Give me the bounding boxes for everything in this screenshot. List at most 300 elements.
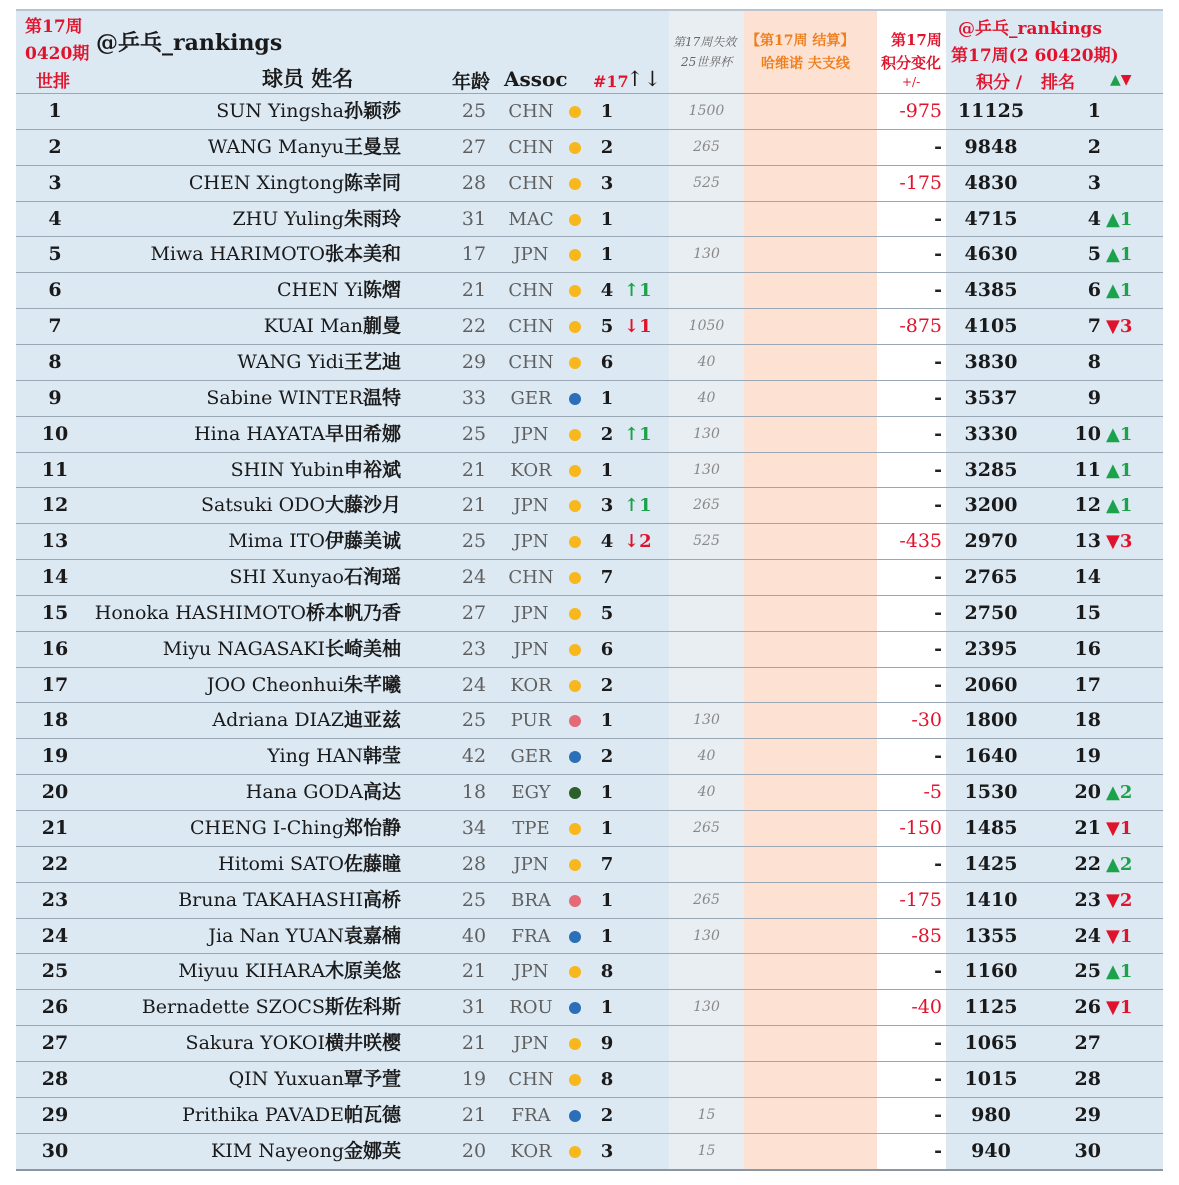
player-name bbox=[186, 1026, 401, 1061]
national-rank: 9 bbox=[600, 1033, 614, 1055]
points: 1160 bbox=[964, 960, 1018, 983]
table-row bbox=[16, 1097, 1163, 1133]
points: 4105 bbox=[964, 315, 1018, 338]
player-name bbox=[246, 775, 401, 810]
world-rank: 5 bbox=[48, 243, 62, 266]
new-rank: 20 bbox=[1074, 781, 1101, 804]
points: 940 bbox=[971, 1139, 1011, 1162]
player-name-en: Miwa HARIMOTO bbox=[150, 243, 325, 266]
age: 40 bbox=[461, 924, 487, 947]
player-name-en: Honoka HASHIMOTO bbox=[94, 601, 306, 624]
player-name bbox=[150, 237, 401, 272]
new-rank: 21 bbox=[1074, 817, 1101, 839]
continent-dot-icon bbox=[569, 1038, 581, 1050]
points: 1425 bbox=[964, 852, 1018, 875]
table-row bbox=[16, 380, 1163, 416]
player-name bbox=[142, 990, 401, 1025]
continent-dot-icon bbox=[569, 465, 581, 477]
points: 1800 bbox=[964, 709, 1018, 732]
player-name-cn: 大藤沙月 bbox=[324, 494, 401, 517]
association: JPN bbox=[513, 638, 549, 660]
expiring-points: 265 bbox=[693, 497, 720, 514]
player-name-cn: 朱芊曦 bbox=[343, 673, 401, 696]
expiring-points: 130 bbox=[693, 712, 720, 729]
table-row bbox=[16, 631, 1163, 667]
age: 28 bbox=[461, 852, 487, 875]
new-rank: 5 bbox=[1087, 243, 1101, 266]
world-rank: 11 bbox=[41, 458, 69, 481]
player-name bbox=[182, 1098, 401, 1133]
player-name-cn: 帕瓦德 bbox=[343, 1103, 401, 1126]
association: CHN bbox=[508, 101, 554, 122]
world-rank: 30 bbox=[41, 1139, 69, 1162]
table-row bbox=[16, 667, 1163, 703]
player-name-cn: 陈幸同 bbox=[343, 171, 401, 194]
national-rank: 4 bbox=[600, 531, 614, 553]
points: 1530 bbox=[964, 781, 1018, 804]
national-rank: 2 bbox=[600, 674, 614, 696]
points-change: -150 bbox=[899, 817, 942, 839]
player-name-en: Ying HAN bbox=[267, 745, 363, 768]
player-name-cn: 张本美和 bbox=[324, 243, 401, 266]
player-name-en: Jia Nan YUAN bbox=[208, 924, 344, 947]
player-name-en: WANG Manyu bbox=[207, 135, 344, 158]
association: FRA bbox=[511, 1104, 551, 1126]
points-change: - bbox=[934, 135, 942, 158]
points-change: - bbox=[934, 422, 942, 445]
continent-dot-icon bbox=[569, 106, 581, 118]
new-rank: 26 bbox=[1074, 996, 1101, 1019]
expiring-points: 15 bbox=[697, 1106, 716, 1123]
player-name-en: SHI Xunyao bbox=[229, 566, 344, 589]
continent-dot-icon bbox=[569, 966, 581, 978]
points-change: - bbox=[934, 279, 942, 302]
player-name-en: Miyuu KIHARA bbox=[178, 960, 325, 983]
points-change: -5 bbox=[923, 781, 942, 804]
player-name-en: Bruna TAKAHASHI bbox=[178, 888, 363, 911]
table-row bbox=[16, 165, 1163, 201]
world-rank-label: 世排 bbox=[36, 72, 70, 92]
world-rank: 2 bbox=[48, 135, 62, 158]
account-label: @乒乓_rankings bbox=[96, 30, 283, 56]
points: 2750 bbox=[964, 601, 1018, 624]
age: 31 bbox=[461, 996, 487, 1019]
player-name-cn: 桥本帆乃香 bbox=[305, 601, 401, 624]
expiring-points: 265 bbox=[693, 820, 720, 836]
table-row bbox=[16, 1025, 1163, 1061]
expiring-label-2: 25世界杯 bbox=[681, 55, 733, 69]
national-rank: 3 bbox=[600, 172, 614, 194]
expiring-points: 525 bbox=[693, 174, 720, 191]
points-change: - bbox=[934, 350, 942, 373]
table-row bbox=[16, 1061, 1163, 1097]
player-name-en: Prithika PAVADE bbox=[182, 1103, 344, 1126]
continent-dot-icon bbox=[569, 787, 581, 799]
national-rank: 2 bbox=[600, 746, 614, 768]
rank-movement: ▲1 bbox=[1106, 495, 1133, 517]
table-row bbox=[16, 523, 1163, 559]
expiring-points: 40 bbox=[697, 353, 716, 370]
points-change: - bbox=[934, 1139, 942, 1162]
new-rank: 27 bbox=[1074, 1032, 1101, 1055]
points-change: -30 bbox=[911, 709, 942, 732]
association: FRA bbox=[511, 925, 551, 947]
points-change: -875 bbox=[899, 315, 942, 338]
player-name-en: Sakura YOKOI bbox=[185, 1032, 325, 1055]
player-name bbox=[207, 668, 401, 703]
age: 23 bbox=[461, 637, 487, 660]
new-rank: 30 bbox=[1074, 1139, 1101, 1162]
points-change: -435 bbox=[899, 530, 942, 553]
age: 29 bbox=[461, 350, 487, 373]
expiring-points: 1500 bbox=[688, 103, 725, 119]
national-rank: 8 bbox=[600, 961, 614, 983]
association: KOR bbox=[510, 674, 552, 696]
player-name-en: Adriana DIAZ bbox=[212, 709, 344, 732]
age: 25 bbox=[461, 530, 487, 553]
table-row bbox=[16, 774, 1163, 810]
table-row bbox=[16, 308, 1163, 344]
points: 2060 bbox=[964, 673, 1018, 696]
table-row bbox=[16, 559, 1163, 595]
table-row bbox=[16, 702, 1163, 738]
age: 18 bbox=[461, 781, 487, 804]
association: CHN bbox=[508, 280, 554, 302]
points: 9848 bbox=[964, 135, 1018, 158]
age: 24 bbox=[461, 566, 487, 589]
national-rank: 5 bbox=[600, 602, 614, 624]
world-rank: 22 bbox=[41, 852, 69, 875]
player-name-cn: 温特 bbox=[362, 386, 401, 409]
table-row bbox=[16, 989, 1163, 1025]
points-change: - bbox=[934, 386, 942, 409]
player-name-en: JOO Cheonhui bbox=[206, 673, 344, 696]
player-name-en: ZHU Yuling bbox=[232, 207, 344, 230]
player-name bbox=[212, 703, 401, 738]
national-rank: 7 bbox=[600, 567, 614, 589]
association: JPN bbox=[513, 853, 549, 875]
rank-movement: ▼2 bbox=[1106, 889, 1133, 911]
rank-movement: ▲1 bbox=[1106, 459, 1133, 481]
association: TPE bbox=[512, 818, 550, 839]
continent-dot-icon bbox=[569, 500, 581, 512]
world-rank: 8 bbox=[48, 350, 62, 373]
continent-dot-icon bbox=[569, 608, 581, 620]
world-rank: 24 bbox=[41, 924, 69, 947]
table-row bbox=[16, 918, 1163, 954]
world-rank: 17 bbox=[41, 673, 69, 696]
rank-movement: ▲1 bbox=[1106, 280, 1133, 302]
expiring-points: 130 bbox=[693, 246, 720, 263]
player-name-cn: 王曼昱 bbox=[343, 135, 401, 158]
continent-dot-icon bbox=[569, 285, 581, 297]
association: KOR bbox=[510, 459, 552, 481]
points-change: - bbox=[934, 852, 942, 875]
new-rank: 2 bbox=[1087, 135, 1101, 158]
continent-dot-icon bbox=[569, 178, 581, 190]
points-change: - bbox=[934, 960, 942, 983]
new-rank: 4 bbox=[1087, 207, 1101, 230]
new-rank: 23 bbox=[1074, 888, 1101, 911]
points-change: - bbox=[934, 207, 942, 230]
association: JPN bbox=[513, 423, 549, 445]
rank-movement: ▲1 bbox=[1106, 961, 1133, 983]
player-name-en: Miyu NAGASAKI bbox=[162, 637, 325, 660]
association: JPN bbox=[513, 244, 549, 266]
national-rank: 4 bbox=[600, 280, 614, 302]
player-name-cn: 蒯曼 bbox=[362, 315, 401, 338]
national-rank: 1 bbox=[600, 459, 614, 481]
world-rank: 1 bbox=[48, 100, 62, 122]
age: 21 bbox=[461, 1103, 487, 1126]
national-rank: 1 bbox=[600, 710, 614, 732]
age: 33 bbox=[461, 386, 487, 409]
player-name bbox=[277, 273, 401, 308]
points: 2395 bbox=[964, 637, 1018, 660]
points-change: - bbox=[934, 458, 942, 481]
change-label-3: +/- bbox=[902, 75, 921, 89]
rank-movement: ▲2 bbox=[1106, 782, 1133, 804]
player-name-cn: 孙颖莎 bbox=[343, 100, 401, 122]
continent-dot-icon bbox=[569, 393, 581, 405]
national-rank: 1 bbox=[600, 782, 614, 804]
association: GER bbox=[510, 387, 552, 409]
bottom-rule bbox=[16, 1169, 1163, 1171]
player-name bbox=[216, 94, 401, 129]
right-account-label: @乒乓_rankings bbox=[958, 19, 1102, 39]
continent-dot-icon bbox=[569, 142, 581, 154]
association: CHN bbox=[508, 351, 554, 373]
association: JPN bbox=[513, 531, 549, 553]
points-change: - bbox=[934, 1067, 942, 1090]
points-change: -975 bbox=[899, 100, 942, 122]
table-row bbox=[16, 452, 1163, 488]
expiring-points: 40 bbox=[697, 784, 716, 801]
player-name-cn: 郑怡静 bbox=[343, 817, 401, 839]
points-change: - bbox=[934, 673, 942, 696]
change-label-2: 积分变化 bbox=[881, 54, 942, 72]
player-name bbox=[237, 345, 401, 380]
continent-dot-icon bbox=[569, 895, 581, 907]
age: 17 bbox=[461, 243, 487, 266]
association: CHN bbox=[508, 1068, 554, 1090]
points: 3330 bbox=[964, 422, 1018, 445]
points-change: - bbox=[934, 601, 942, 624]
new-rank: 25 bbox=[1074, 960, 1101, 983]
continent-dot-icon bbox=[569, 1146, 581, 1158]
settlement-label-2: 哈维诺 夫支线 bbox=[761, 56, 850, 72]
player-name bbox=[208, 919, 401, 954]
points-change: - bbox=[934, 243, 942, 266]
table-row bbox=[16, 1133, 1163, 1169]
association: ROU bbox=[509, 997, 553, 1019]
player-name-cn: 佐藤瞳 bbox=[343, 852, 401, 875]
player-name-cn: 斯佐科斯 bbox=[324, 996, 401, 1019]
national-rank: 2 bbox=[600, 1104, 614, 1126]
player-name bbox=[208, 130, 401, 165]
player-name bbox=[194, 417, 401, 452]
points: 4830 bbox=[964, 171, 1018, 194]
player-name-en: KUAI Man bbox=[263, 315, 363, 338]
expiring-points: 15 bbox=[697, 1142, 716, 1159]
new-rank: 19 bbox=[1074, 745, 1101, 768]
points: 1485 bbox=[964, 817, 1018, 839]
new-rank: 9 bbox=[1087, 386, 1101, 409]
player-name bbox=[229, 1062, 401, 1097]
player-name bbox=[229, 560, 401, 595]
continent-dot-icon bbox=[569, 321, 581, 333]
player-name-cn: 陈熠 bbox=[362, 279, 401, 302]
new-rank: 24 bbox=[1074, 924, 1101, 947]
player-name bbox=[264, 309, 401, 344]
world-rank: 6 bbox=[48, 279, 62, 302]
right-week-label: 第17周(2 60420期) bbox=[951, 46, 1119, 66]
world-rank: 16 bbox=[41, 637, 69, 660]
player-name bbox=[178, 954, 401, 989]
player-name bbox=[190, 811, 401, 846]
table-row bbox=[16, 129, 1163, 165]
rank-movement: ▼3 bbox=[1106, 316, 1133, 338]
table-row bbox=[16, 846, 1163, 882]
world-rank: 9 bbox=[48, 386, 62, 409]
points: 4630 bbox=[964, 243, 1018, 266]
new-rank: 15 bbox=[1074, 601, 1101, 624]
world-rank: 12 bbox=[41, 494, 69, 517]
association: CHN bbox=[508, 316, 554, 338]
table-row bbox=[16, 810, 1163, 846]
player-name bbox=[178, 883, 401, 918]
points: 4385 bbox=[964, 279, 1018, 302]
national-rank-change: ↓1 bbox=[624, 316, 652, 338]
continent-dot-icon bbox=[569, 1074, 581, 1086]
age: 21 bbox=[461, 494, 487, 517]
world-rank: 20 bbox=[41, 781, 69, 804]
new-rank: 10 bbox=[1074, 422, 1101, 445]
table-row bbox=[16, 201, 1163, 237]
association: MAC bbox=[508, 208, 554, 230]
points-change: - bbox=[934, 1103, 942, 1126]
player-name-cn: 横井咲樱 bbox=[324, 1032, 401, 1055]
player-name-cn: 木原美悠 bbox=[324, 960, 401, 983]
week-label: 第17周 bbox=[25, 17, 83, 37]
player-name-cn: 石洵瑶 bbox=[343, 566, 401, 589]
national-rank: 3 bbox=[600, 495, 614, 517]
table-row bbox=[16, 272, 1163, 308]
nat-rank-arrows: ↑↓ bbox=[626, 67, 662, 91]
table-row bbox=[16, 595, 1163, 631]
player-name-en: Sabine WINTER bbox=[206, 386, 363, 409]
points-change: -175 bbox=[899, 888, 942, 911]
age-label: 年龄 bbox=[452, 71, 491, 93]
national-rank: 6 bbox=[600, 351, 614, 373]
new-rank: 12 bbox=[1074, 494, 1101, 517]
rank-movement: ▲1 bbox=[1106, 244, 1133, 266]
new-rank: 28 bbox=[1074, 1067, 1101, 1090]
expiring-points: 525 bbox=[693, 533, 720, 550]
world-rank: 15 bbox=[41, 601, 69, 624]
association: CHN bbox=[508, 172, 554, 194]
expiring-points: 130 bbox=[693, 461, 720, 478]
player-name bbox=[95, 596, 401, 631]
player-name-cn: 申裕斌 bbox=[343, 458, 401, 481]
player-name-cn: 王艺迪 bbox=[343, 350, 401, 373]
rankings-sheet bbox=[16, 9, 1163, 1171]
points: 3830 bbox=[964, 350, 1018, 373]
player-name bbox=[232, 202, 401, 237]
national-rank: 6 bbox=[600, 638, 614, 660]
table-row bbox=[16, 487, 1163, 523]
world-rank: 25 bbox=[41, 960, 69, 983]
association: KOR bbox=[510, 1140, 552, 1162]
points: 4715 bbox=[964, 207, 1018, 230]
age: 31 bbox=[461, 207, 487, 230]
up-arrow-icon: ▲ bbox=[1110, 72, 1121, 88]
player-name-en: KIM Nayeong bbox=[211, 1139, 344, 1162]
table-row bbox=[16, 93, 1163, 129]
rank-movement: ▲1 bbox=[1106, 208, 1133, 230]
points: 1410 bbox=[964, 888, 1018, 911]
points: 2765 bbox=[964, 566, 1018, 589]
player-name bbox=[231, 453, 401, 488]
player-name-cn: 韩莹 bbox=[362, 745, 401, 768]
player-name-en: SHIN Yubin bbox=[230, 458, 344, 481]
national-rank: 1 bbox=[600, 208, 614, 230]
player-name-cn: 袁嘉楠 bbox=[343, 924, 401, 947]
age: 27 bbox=[461, 135, 487, 158]
expiring-points: 1050 bbox=[688, 318, 725, 335]
association: PUR bbox=[510, 710, 552, 732]
points-change: - bbox=[934, 494, 942, 517]
player-name-en: Hitomi SATO bbox=[218, 852, 344, 875]
points-label: 积分 / bbox=[976, 73, 1023, 93]
rank-movement: ▼1 bbox=[1106, 925, 1133, 947]
national-rank: 8 bbox=[600, 1068, 614, 1090]
player-name-en: QIN Yuxuan bbox=[228, 1067, 344, 1090]
age: 20 bbox=[461, 1139, 487, 1162]
age: 34 bbox=[461, 817, 487, 839]
world-rank: 14 bbox=[41, 566, 69, 589]
points: 1355 bbox=[964, 924, 1018, 947]
rank-movement: ▼1 bbox=[1106, 997, 1133, 1019]
national-rank: 1 bbox=[600, 387, 614, 409]
player-name-cn: 高桥 bbox=[362, 888, 401, 911]
continent-dot-icon bbox=[569, 823, 581, 835]
national-rank-change: ↑1 bbox=[624, 280, 652, 302]
table-header bbox=[16, 9, 1163, 93]
player-name-en: Mima ITO bbox=[228, 530, 325, 553]
age: 19 bbox=[461, 1067, 487, 1090]
points: 3285 bbox=[964, 458, 1018, 481]
points: 980 bbox=[971, 1103, 1011, 1126]
world-rank: 23 bbox=[41, 888, 69, 911]
association: EGY bbox=[511, 782, 551, 804]
world-rank: 13 bbox=[41, 530, 69, 553]
new-rank: 6 bbox=[1087, 279, 1101, 302]
continent-dot-icon bbox=[569, 1002, 581, 1014]
continent-dot-icon bbox=[569, 214, 581, 226]
points: 1125 bbox=[964, 996, 1018, 1019]
table-row bbox=[16, 882, 1163, 918]
continent-dot-icon bbox=[569, 680, 581, 692]
player-name bbox=[206, 381, 401, 416]
assoc-label: Assoc bbox=[504, 67, 568, 91]
player-name bbox=[189, 166, 401, 201]
association: JPN bbox=[513, 1033, 549, 1055]
player-name-cn: 早田希娜 bbox=[324, 422, 401, 445]
player-name bbox=[228, 524, 401, 559]
age: 25 bbox=[461, 888, 487, 911]
world-rank: 3 bbox=[48, 171, 62, 194]
